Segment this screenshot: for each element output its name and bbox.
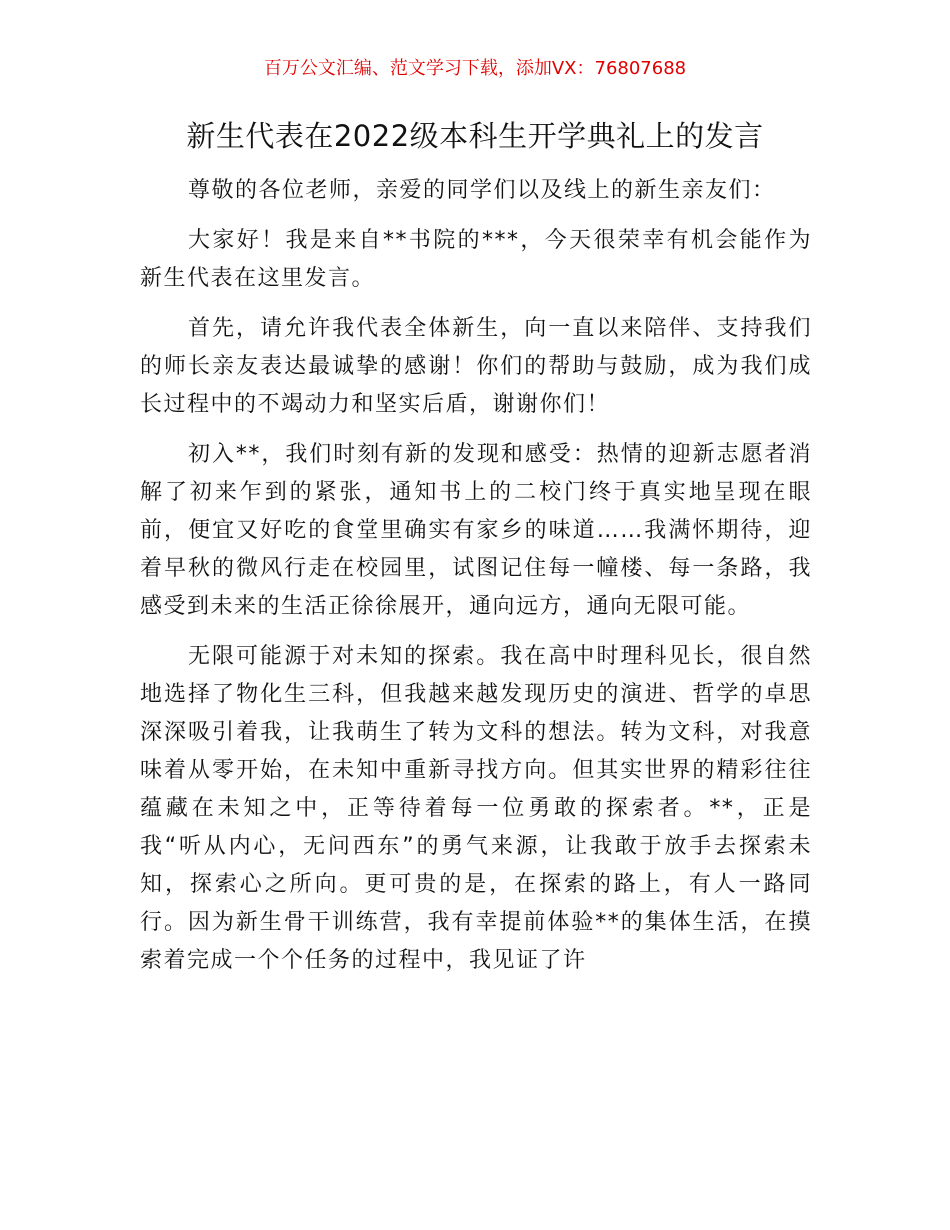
- document-title: 新生代表在2022级本科生开学典礼上的发言: [186, 119, 764, 153]
- paragraph-first-impressions: 初入**，我们时刻有新的发现和感受：热情的迎新志愿者消解了初来乍到的紧张，通知书上的二校门终于真实地呈现在眼前，便宜又好吃的食堂里确实有家乡的味道……我满怀期待，迎着早秋的微风行走在校园里，试图记住每一幢楼、每一条路，我感受到未来的生活正徐徐展开，通向远方，通向无限可能。: [140, 442, 812, 619]
- paragraph-exploration: 无限可能源于对未知的探索。我在高中时理科见长，很自然地选择了物化生三科，但我越来越发现历史的演进、哲学的卓思深深吸引着我，让我萌生了转为文科的想法。转为文科，对我意味着从零开始，在未知中重新寻找方向。但其实世界的精彩往往蕴藏在未知之中，正等待着每一位勇敢的探索者。**，正是我“听从内心，无问西东”的勇气来源，让我敢于放手去探索未知，探索心之所向。更可贵的是，在探索的路上，有人一路同行。因为新生骨干训练营，我有幸提前体验**的集体生活，在摸索着完成一个个任务的过程中，我见证了许: [140, 644, 813, 973]
- paragraph-salutation: 尊敬的各位老师，亲爱的同学们以及线上的新生亲友们：: [188, 178, 776, 203]
- paragraph-thanks: 首先，请允许我代表全体新生，向一直以来陪伴、支持我们的师长亲友表达最诚挚的感谢！你们的帮助与鼓励，成为我们成长过程中的不竭动力和坚实后盾，谢谢你们！: [140, 316, 812, 417]
- document-body: [140, 172, 812, 992]
- paragraph-greeting: 大家好！我是来自**书院的***，今天很荣幸有机会能作为新生代表在这里发言。: [140, 228, 812, 291]
- header-watermark-text: 百万公文汇编、范文学习下载，添加VX：76807688: [263, 58, 687, 79]
